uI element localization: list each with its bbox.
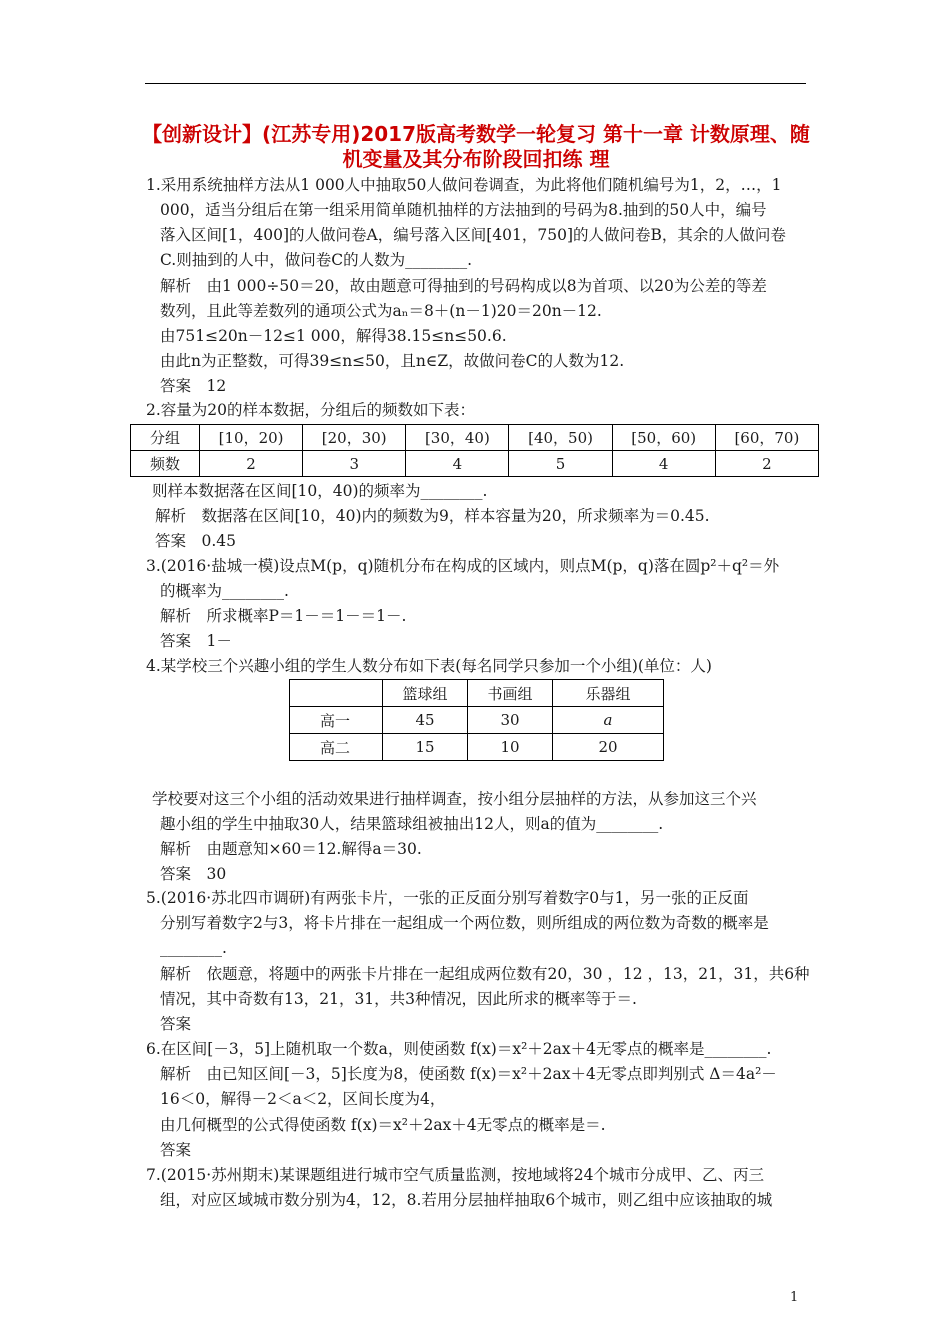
table-cell: 书画组 <box>468 680 553 707</box>
q4-line-1: 4.某学校三个兴趣小组的学生人数分布如下表(每名同学只参加一个小组)(单位：人) <box>146 657 712 675</box>
table-cell: 2 <box>715 451 818 477</box>
q3-line-2: 的概率为________. <box>160 582 289 600</box>
frequency-table <box>130 424 819 477</box>
q3-answer: 答案 1－ <box>160 632 232 650</box>
table-cell: 分组 <box>131 425 200 451</box>
table-row <box>290 680 664 707</box>
table-cell: 乐器组 <box>553 680 664 707</box>
table-cell: 篮球组 <box>383 680 468 707</box>
table-cell: 20 <box>553 734 664 761</box>
q3-solution-1: 解析 所求概率P＝1－＝1－＝1－. <box>160 607 407 625</box>
table-cell: a <box>553 707 664 734</box>
table-cell <box>290 680 383 707</box>
q1-line-2: 000，适当分组后在第一组采用简单随机抽样的方法抽到的号码为8.抽到的50人中，编号 <box>160 201 767 219</box>
q4-line-3: 趣小组的学生中抽取30人，结果篮球组被抽出12人，则a的值为________. <box>160 815 664 833</box>
q5-answer: 答案 <box>160 1015 192 1033</box>
interest-group-table <box>289 679 664 761</box>
table-cell: 5 <box>509 451 612 477</box>
q1-solution-1: 解析 由1 000÷50＝20，故由题意可得抽到的号码构成以8为首项、以20为公差的等差 <box>160 277 767 295</box>
table-row <box>290 707 664 734</box>
table-cell: [10，20) <box>200 425 303 451</box>
q5-line-2: 分别写着数字2与3，将卡片排在一起组成一个两位数，则所组成的两位数为奇数的概率是 <box>160 914 769 932</box>
table-row <box>131 451 819 477</box>
q4-line-2: 学校要对这三个小组的活动效果进行抽样调查，按小组分层抽样的方法，从参加这三个兴 <box>152 790 757 808</box>
q1-line-1: 1.采用系统抽样方法从1 000人中抽取50人做问卷调查，为此将他们随机编号为1，2，…，1 <box>146 176 782 194</box>
q2-answer: 答案 0.45 <box>155 532 237 550</box>
q1-solution-2: 数列，且此等差数列的通项公式为aₙ＝8＋(n－1)20＝20n－12. <box>160 302 602 320</box>
table-cell: 2 <box>200 451 303 477</box>
q5-line-1: 5.(2016·苏北四市调研)有两张卡片，一张的正反面分别写着数字0与1，另一张的正反面 <box>146 889 749 907</box>
q6-answer: 答案 <box>160 1141 192 1159</box>
table-cell: 高一 <box>290 707 383 734</box>
q6-solution-3: 由几何概型的公式得使函数 f(x)＝x²＋2ax＋4无零点的概率是＝. <box>160 1116 606 1134</box>
q5-solution-1: 解析 依题意，将题中的两张卡片排在一起组成两位数有20，30 ，12 ，13，21，31，共6种 <box>160 965 810 983</box>
table-cell: 15 <box>383 734 468 761</box>
q3-line-1: 3.(2016·盐城一模)设点M(p，q)随机分布在构成的区域内，则点M(p，q)落在圆p²＋q²＝外 <box>146 557 780 575</box>
q6-solution-2: 16＜0，解得－2＜a＜2，区间长度为4， <box>160 1090 446 1108</box>
document-title: 【创新设计】(江苏专用)2017版高考数学一轮复习 第十一章 计数原理、随机变量及其分布阶段回扣练 理 <box>142 122 810 171</box>
table-cell: 4 <box>612 451 715 477</box>
q1-solution-3: 由751≤20n－12≤1 000，解得38.15≤n≤50.6. <box>160 327 507 345</box>
q1-line-4: C.则抽到的人中，做问卷C的人数为________. <box>160 251 473 269</box>
q4-answer: 答案 30 <box>160 865 227 883</box>
q5-line-3: ________. <box>160 939 227 957</box>
q7-line-2: 组，对应区域城市数分别为4，12，8.若用分层抽样抽取6个城市，则乙组中应该抽取的城 <box>160 1191 773 1209</box>
q1-solution-4: 由此n为正整数，可得39≤n≤50，且n∈Z，故做问卷C的人数为12. <box>160 352 625 370</box>
page-number: 1 <box>790 1290 799 1305</box>
table-cell: 4 <box>406 451 509 477</box>
header-rule <box>145 83 806 84</box>
q2-solution-1: 解析 数据落在区间[10，40)内的频数为9，样本容量为20，所求频率为＝0.45. <box>155 507 710 525</box>
table-cell: [60，70) <box>715 425 818 451</box>
table-cell: [30，40) <box>406 425 509 451</box>
table-row <box>131 425 819 451</box>
q7-line-1: 7.(2015·苏州期末)某课题组进行城市空气质量监测，按地域将24个城市分成甲、乙、丙三 <box>146 1166 764 1184</box>
table-cell: 频数 <box>131 451 200 477</box>
q4-solution-1: 解析 由题意知×60＝12.解得a＝30. <box>160 840 422 858</box>
q1-answer: 答案 12 <box>160 377 227 395</box>
table-cell: 45 <box>383 707 468 734</box>
q5-solution-2: 情况，其中奇数有13，21，31，共3种情况，因此所求的概率等于＝. <box>160 990 637 1008</box>
table-cell: 3 <box>303 451 406 477</box>
table-row <box>290 734 664 761</box>
q1-line-3: 落入区间[1，400]的人做问卷A，编号落入区间[401，750]的人做问卷B，其余的人做问卷 <box>160 226 786 244</box>
table-cell: 30 <box>468 707 553 734</box>
q2-line-1: 2.容量为20的样本数据，分组后的频数如下表： <box>146 401 476 419</box>
table-cell: 高二 <box>290 734 383 761</box>
q2-line-2: 则样本数据落在区间[10，40)的频率为________. <box>152 482 488 500</box>
q6-line-1: 6.在区间[－3，5]上随机取一个数a，则使函数 f(x)＝x²＋2ax＋4无零点的概率是________. <box>146 1040 772 1058</box>
table-cell: [20，30) <box>303 425 406 451</box>
table-cell: 10 <box>468 734 553 761</box>
table-cell: [40，50) <box>509 425 612 451</box>
q6-solution-1: 解析 由已知区间[－3，5]长度为8，使函数 f(x)＝x²＋2ax＋4无零点即判别式 Δ＝4a²－ <box>160 1065 777 1083</box>
table-cell: [50，60) <box>612 425 715 451</box>
